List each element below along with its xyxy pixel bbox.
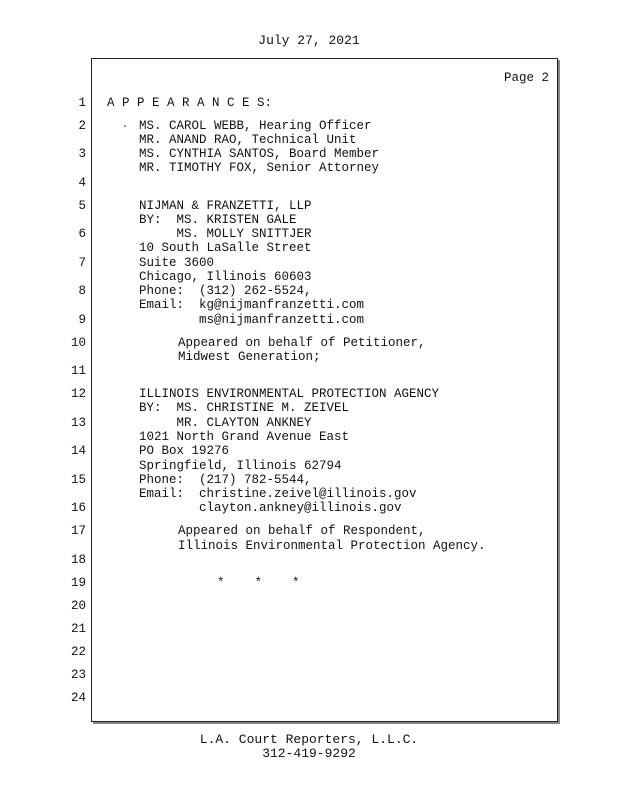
- line-number: 3: [78, 147, 86, 161]
- line-number: 20: [70, 599, 86, 613]
- petitioner-email: Email: kg@nijmanfranzetti.com: [139, 298, 365, 312]
- line-number: 12: [70, 387, 86, 401]
- petitioner-phone: Phone: (312) 262-5524,: [139, 284, 312, 298]
- page-date: July 27, 2021: [258, 33, 360, 48]
- respondent-attorney: BY: MS. CHRISTINE M. ZEIVEL: [139, 401, 350, 415]
- section-separator: * * *: [217, 576, 300, 590]
- line-number: 5: [78, 199, 86, 213]
- line-number: 7: [78, 256, 86, 270]
- line-number: 22: [70, 645, 86, 659]
- line-number: 23: [70, 668, 86, 682]
- respondent-address: Springfield, Illinois 62794: [139, 459, 342, 473]
- line-number: 8: [78, 284, 86, 298]
- petitioner-attorney: MS. MOLLY SNITTJER: [139, 227, 312, 241]
- line-number: 24: [70, 691, 86, 705]
- margin-mark: .: [122, 120, 129, 131]
- panel-member: MS. CYNTHIA SANTOS, Board Member: [139, 147, 380, 161]
- line-number: 14: [70, 444, 86, 458]
- respondent-address: 1021 North Grand Avenue East: [139, 430, 350, 444]
- petitioner-firm: NIJMAN & FRANZETTI, LLP: [139, 199, 312, 213]
- respondent-address: PO Box 19276: [139, 444, 230, 458]
- line-number: 15: [70, 473, 86, 487]
- petitioner-address: Chicago, Illinois 60603: [139, 270, 312, 284]
- line-number: 17: [70, 524, 86, 538]
- respondent-appearance: Illinois Environmental Protection Agency.: [178, 539, 486, 553]
- line-number: 6: [78, 227, 86, 241]
- petitioner-appearance: Appeared on behalf of Petitioner,: [178, 336, 426, 350]
- line-number: 10: [70, 336, 86, 350]
- petitioner-appearance: Midwest Generation;: [178, 350, 321, 364]
- line-number: 1: [78, 96, 86, 110]
- line-number: 21: [70, 622, 86, 636]
- line-number: 19: [70, 576, 86, 590]
- reporter-company: L.A. Court Reporters, L.L.C.: [199, 732, 419, 747]
- reporter-phone: 312-419-9292: [262, 746, 356, 761]
- respondent-email: Email: christine.zeivel@illinois.gov: [139, 487, 417, 501]
- panel-member: MR. ANAND RAO, Technical Unit: [139, 133, 357, 147]
- petitioner-attorney: BY: MS. KRISTEN GALE: [139, 213, 297, 227]
- panel-member: MR. TIMOTHY FOX, Senior Attorney: [139, 161, 380, 175]
- page-number: Page 2: [504, 71, 550, 85]
- line-number: 18: [70, 553, 86, 567]
- line-number: 11: [70, 364, 86, 378]
- line-number: 13: [70, 416, 86, 430]
- panel-member: MS. CAROL WEBB, Hearing Officer: [139, 119, 372, 133]
- petitioner-email: ms@nijmanfranzetti.com: [139, 313, 365, 327]
- line-number: 16: [70, 501, 86, 515]
- appearances-heading: A P P E A R A N C E S:: [107, 96, 273, 110]
- respondent-attorney: MR. CLAYTON ANKNEY: [139, 416, 312, 430]
- respondent-agency: ILLINOIS ENVIRONMENTAL PROTECTION AGENCY: [139, 387, 440, 401]
- petitioner-address: 10 South LaSalle Street: [139, 241, 312, 255]
- respondent-appearance: Appeared on behalf of Respondent,: [178, 524, 426, 538]
- respondent-phone: Phone: (217) 782-5544,: [139, 473, 312, 487]
- respondent-email: clayton.ankney@illinois.gov: [139, 501, 402, 515]
- line-number: 2: [78, 119, 86, 133]
- line-number: 4: [78, 176, 86, 190]
- petitioner-address: Suite 3600: [139, 256, 215, 270]
- line-number: 9: [78, 313, 86, 327]
